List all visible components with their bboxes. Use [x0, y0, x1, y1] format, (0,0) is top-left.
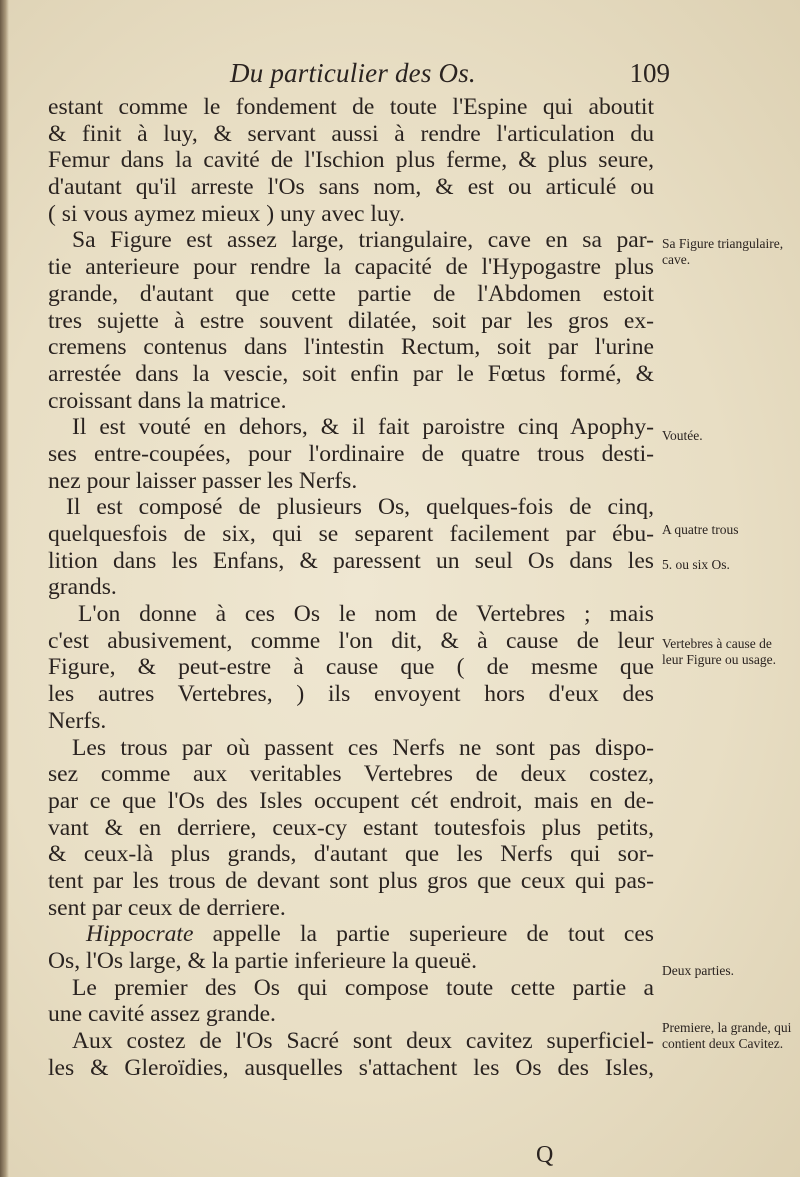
- text-line: Sa Figure est assez large, triangulaire, cave en sa par-: [72, 227, 654, 254]
- text-line: Le premier des Os qui compose toute cette partie a: [72, 974, 654, 1001]
- page-number: 109: [629, 58, 670, 88]
- text-line: vant & en derriere, ceux-cy estant toutesfois plus petits,: [48, 814, 654, 841]
- text-line: quelquesfois de six, qui se separent facilement par ébu-: [48, 521, 654, 547]
- text-line: Il est composé de plusieurs Os, quelques-fois de cinq,: [66, 494, 654, 521]
- body-text: [48, 94, 654, 1081]
- text-line: Nerfs.: [48, 707, 107, 734]
- text-line: sent par ceux de derriere.: [48, 894, 286, 921]
- margin-note: A quatre trous: [662, 522, 739, 537]
- text-line: grands.: [48, 574, 117, 601]
- text-line: & finit à luy, & servant aussi à rendre l'articulation du: [48, 120, 654, 147]
- text-line: tres sujette à estre souvent dilatée, soit par les gros ex-: [48, 307, 654, 334]
- text-line: lition dans les Enfans, & paressent un seul Os dans les: [48, 547, 654, 574]
- text-line: Figure, & peut-estre à cause que ( de mesme que: [48, 654, 654, 681]
- text-line: Les trous par où passent ces Nerfs ne sont pas dispo-: [72, 734, 654, 761]
- text-line: ( si vous aymez mieux ) uny avec luy.: [48, 200, 405, 227]
- text-line: L'on donne à ces Os le nom de Vertebres ; mais: [78, 601, 654, 628]
- text-line: ses entre-coupées, pour l'ordinaire de quatre trous desti-: [48, 440, 654, 467]
- text-line: tent par les trous de devant sont plus gros que ceux qui pas-: [48, 867, 654, 894]
- text-line: croissant dans la matrice.: [48, 387, 287, 414]
- text-line: grande, d'autant que cette partie de l'Abdomen estoit: [48, 280, 654, 307]
- text-line: sez comme aux veritables Vertebres de deux costez,: [48, 761, 654, 788]
- text-line: arrestée dans la vescie, soit enfin par le Fœtus formé, &: [48, 360, 654, 387]
- text-line: Aux costez de l'Os Sacré sont deux cavitez superficiel-: [72, 1028, 654, 1055]
- text-line: une cavité assez grande.: [48, 1001, 276, 1028]
- margin-note: 5. ou six Os.: [662, 557, 730, 572]
- text-line: Os, l'Os large, & la partie inferieure la queuë.: [48, 948, 477, 974]
- text-line: les autres Vertebres, ) ils envoyent hors d'eux des: [48, 681, 654, 708]
- text-line: Il est vouté en dehors, & il fait paroistre cinq Apophy-: [72, 414, 654, 441]
- margin-note: Voutée.: [662, 428, 703, 443]
- text-line: & ceux-là plus grands, d'autant que les Nerfs qui sor-: [48, 841, 654, 868]
- text-line: par ce que l'Os des Isles occupent cét endroit, mais en de-: [48, 787, 654, 814]
- binding-gutter: [0, 0, 9, 1177]
- margin-note: Sa Figure triangulaire, cave.: [662, 236, 784, 267]
- text-line-rest: appelle la partie superieure de tout ces: [193, 921, 654, 948]
- text-line: les & Gleroïdies, ausquelles s'attachent les Os des Isles,: [48, 1054, 654, 1081]
- text-line: estant comme le fondement de toute l'Espine qui aboutit: [48, 94, 654, 120]
- margin-note: Premiere, la grande, qui contient deux Cavitez.: [662, 1020, 792, 1051]
- text-line: c'est abusivement, comme l'on dit, & à cause de leur: [48, 627, 654, 654]
- author-name: Hippocrate: [86, 921, 194, 948]
- margin-note: Vertebres à cause de leur Figure ou usage.: [662, 636, 776, 667]
- text-line: nez pour laisser passer les Nerfs.: [48, 467, 358, 494]
- text-line: d'autant qu'il arreste l'Os sans nom, & est ou articulé ou: [48, 174, 654, 201]
- text-line: tie anterieure pour rendre la capacité de l'Hypogastre plus: [48, 254, 654, 281]
- page-header: [230, 58, 670, 94]
- margin-note: Deux parties.: [662, 963, 734, 978]
- text-line: Femur dans la cavité de l'Ischion plus ferme, & plus seure,: [48, 147, 654, 174]
- catchword: Q: [536, 1142, 554, 1168]
- text-line: cremens contenus dans l'intestin Rectum, soit par l'urine: [48, 334, 654, 361]
- text-line: [48, 921, 654, 948]
- running-head: Du particulier des Os.: [230, 58, 476, 88]
